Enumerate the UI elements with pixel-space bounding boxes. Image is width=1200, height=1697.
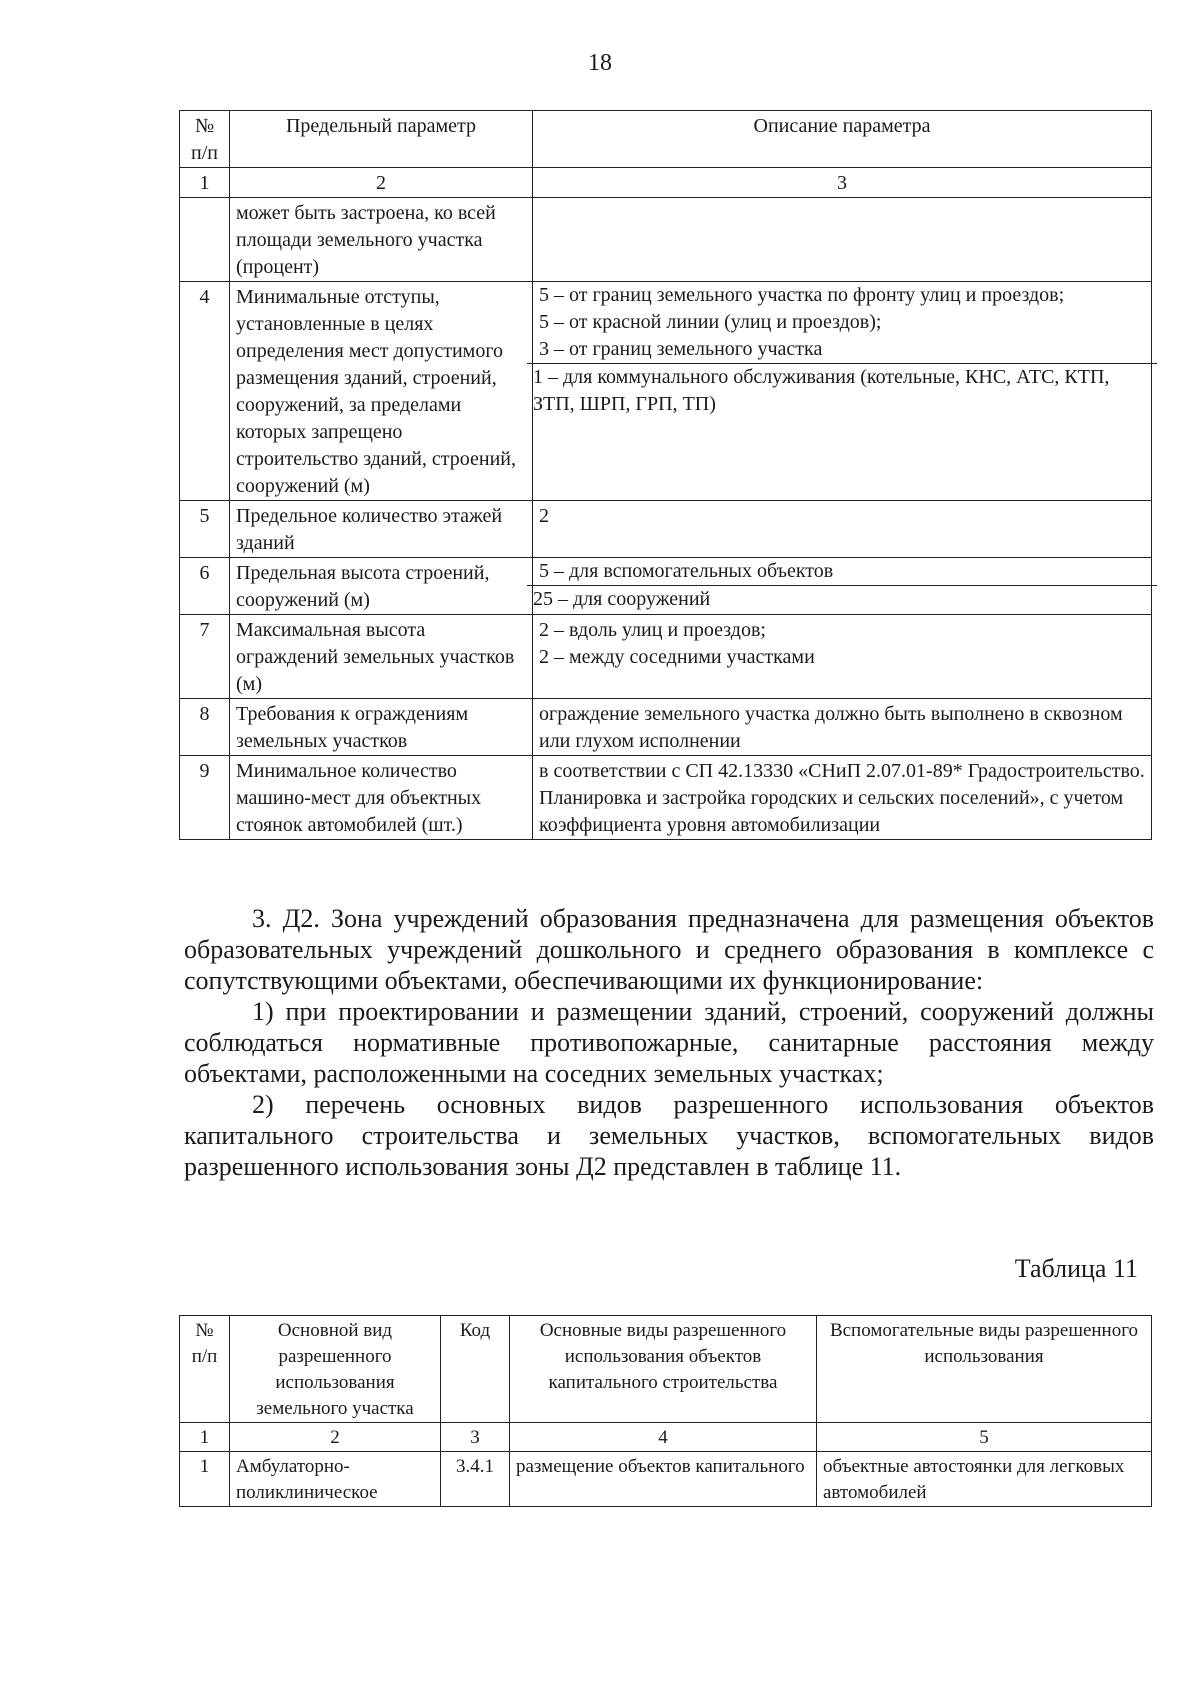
- row-parameter: Минимальные отступы, установленные в целях определения мест допустимого размещения зданий, строений, сооружений, за пределами которых запрещено строительство зданий, строений, сооружений (м): [230, 282, 533, 501]
- row-parameter: Требования к ограждениям земельных участков: [230, 699, 533, 756]
- row-description: в соответствии с СП 42.13330 «СНиП 2.07.01-89* Градостроительство. Планировка и застройка городских и сельских поселений», с учетом коэффициента уровня автомобилизации: [533, 756, 1152, 840]
- paragraph: 1) при проектировании и размещении зданий, строений, сооружений должны соблюдаться нормативные противопожарные, санитарные расстояния между объектами, расположенными на соседних земельных участках;: [184, 997, 1154, 1088]
- row-number: 9: [180, 756, 230, 840]
- row-number: 7: [180, 615, 230, 699]
- table-row: [180, 198, 1152, 282]
- col-number: 2: [230, 168, 533, 198]
- row-description: [533, 198, 1152, 282]
- zone-d2-section: [184, 903, 1154, 1182]
- row-number: 1: [180, 1452, 230, 1507]
- row-description: [533, 558, 1152, 615]
- table-row: [180, 756, 1152, 840]
- table-row: [180, 282, 1152, 501]
- row-parameter: Максимальная высота ограждений земельных участков (м): [230, 615, 533, 699]
- row-description: 2: [533, 501, 1152, 558]
- row-parameter: Минимальное количество машино-мест для объектных стоянок автомобилей (шт.): [230, 756, 533, 840]
- column-numbers-row: [180, 168, 1152, 198]
- col-number: 3: [533, 168, 1152, 198]
- paragraph: 3. Д2. Зона учреждений образования предназначена для размещения объектов образовательных учреждений дошкольного и среднего образования в комплексе с сопутствующими объектами, обеспечивающими их функционирование:: [184, 904, 1154, 995]
- table-caption: Таблица 11: [1014, 1254, 1138, 1283]
- table-row: [180, 615, 1152, 699]
- description-part: 25 – для сооружений: [527, 585, 1157, 613]
- table-row: [180, 558, 1152, 615]
- col-number: 5: [817, 1423, 1152, 1452]
- header-number: № п/п: [180, 111, 230, 168]
- table-header-row: [180, 1316, 1152, 1423]
- header-code: Код: [441, 1316, 510, 1423]
- col-number: 2: [230, 1423, 441, 1452]
- table-row: [180, 1452, 1152, 1507]
- row-number: 6: [180, 558, 230, 615]
- row-description: 2 – вдоль улиц и проездов; 2 – между соседними участками: [533, 615, 1152, 699]
- row-parameter: Предельное количество этажей зданий: [230, 501, 533, 558]
- col-number: 4: [510, 1423, 817, 1452]
- row-number: 8: [180, 699, 230, 756]
- paragraph: 2) перечень основных видов разрешенного использования объектов капитального строительства и земельных участков, вспомогательных видов разрешенного использования зоны Д2 представлен в таблице 11.: [184, 1090, 1154, 1181]
- row-number: 5: [180, 501, 230, 558]
- row-auxiliary-use: объектные автостоянки для легковых автомобилей: [817, 1452, 1152, 1507]
- land-use-table: [179, 1315, 1152, 1507]
- row-number: 4: [180, 282, 230, 501]
- row-main-capital-use: размещение объектов капитального: [510, 1452, 817, 1507]
- col-number: 1: [180, 1423, 230, 1452]
- row-description: ограждение земельного участка должно быть выполнено в сквозном или глухом исполнении: [533, 699, 1152, 756]
- table-row: [180, 699, 1152, 756]
- parameters-table: [179, 110, 1152, 840]
- table-row: [180, 501, 1152, 558]
- header-main-land-use: Основной вид разрешенного использования земельного участка: [230, 1316, 441, 1423]
- description-part: 5 – от границ земельного участка по фронту улиц и проездов; 5 – от красной линии (улиц и проездов); 3 – от границ земельного участка: [539, 284, 1065, 360]
- page-number: 18: [588, 50, 612, 76]
- row-description: [533, 282, 1152, 501]
- row-parameter: может быть застроена, ко всей площади земельного участка (процент): [230, 198, 533, 282]
- header-description: Описание параметра: [533, 111, 1152, 168]
- col-number: 1: [180, 168, 230, 198]
- row-code: 3.4.1: [441, 1452, 510, 1507]
- col-number: 3: [441, 1423, 510, 1452]
- header-number: № п/п: [180, 1316, 230, 1423]
- row-parameter: Предельная высота строений, сооружений (м): [230, 558, 533, 615]
- table-header-row: [180, 111, 1152, 168]
- row-number: [180, 198, 230, 282]
- header-main-capital-use: Основные виды разрешенного использования объектов капитального строительства: [510, 1316, 817, 1423]
- description-part: 5 – для вспомогательных объектов: [539, 560, 834, 582]
- header-parameter: Предельный параметр: [230, 111, 533, 168]
- description-part: 1 – для коммунального обслуживания (котельные, КНС, АТС, КТП, ЗТП, ШРП, ГРП, ТП): [527, 363, 1157, 418]
- row-land-use-type: Амбулаторно-поликлиническое: [230, 1452, 441, 1507]
- header-auxiliary-use: Вспомогательные виды разрешенного использования: [817, 1316, 1152, 1423]
- column-numbers-row: [180, 1423, 1152, 1452]
